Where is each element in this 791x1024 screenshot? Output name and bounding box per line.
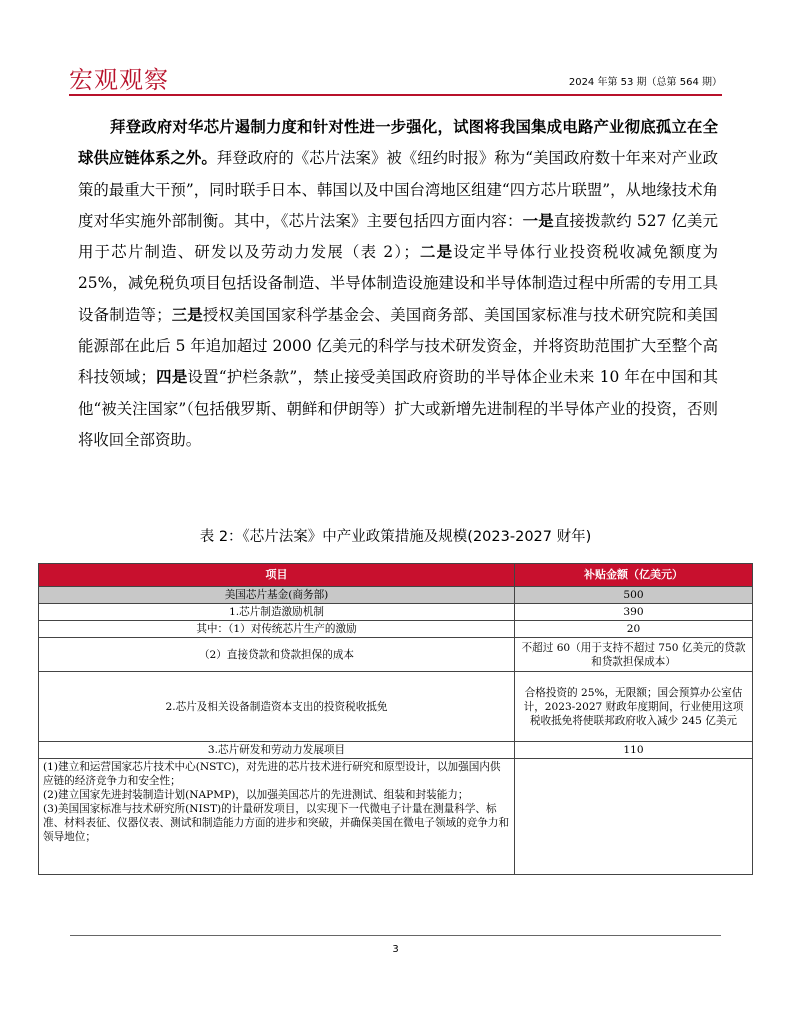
lead-sentence: 拜登政府对华芯片遏制力度和针对性进一步强化，试图将我国集成电路产业彻底孤立在全球供应链体系之外。 bbox=[78, 118, 718, 168]
text-run: 授权美国国家科学基金会、美国商务部、美国国家标准与技术研究院和美国能源部在此后 5 年追加超过 2000 亿美元的科学与技术研发资金，并将资助范围扩大至整个高科技领域； bbox=[78, 305, 718, 387]
amount-cell: 390 bbox=[515, 604, 753, 621]
item-cell: 2.芯片及相关设备制造资本支出的投资税收抵免 bbox=[39, 672, 515, 742]
amount-cell: 20 bbox=[515, 621, 753, 638]
amount-cell: 500 bbox=[515, 587, 753, 604]
item-cell: 3.芯片研发和劳动力发展项目 bbox=[39, 742, 515, 759]
page-header bbox=[69, 66, 722, 98]
text-run: 设置“护栏条款”，禁止接受美国政府资助的半导体企业未来 10 年在中国和其他“被关注国家”（包括俄罗斯、朝鲜和伊朗等）扩大或新增先进制程的半导体产业的投资，否则将收回全部资助。 bbox=[78, 368, 718, 449]
publication-title: 宏观观察 bbox=[69, 66, 169, 94]
amount-cell: 不超过 60（用于支持不超过 750 亿美元的贷款和贷款担保成本） bbox=[515, 638, 753, 672]
point-marker: 一是 bbox=[522, 211, 554, 230]
item-cell: 其中：（1）对传统芯片生产的激励 bbox=[39, 621, 515, 638]
issue-number: 2024 年第 53 期（总第 564 期） bbox=[568, 77, 722, 88]
table-caption: 表 2：《芯片法案》中产业政策措施及规模(2023-2027 财年) bbox=[199, 529, 592, 545]
detail-line: (1)建立和运营国家芯片技术中心(NSTC)，对先进的芯片技术进行研究和原型设计，以加强国内供应链的经济竞争力和安全性； bbox=[43, 761, 501, 787]
point-marker: 三是 bbox=[171, 305, 203, 324]
page-number: 3 bbox=[392, 944, 399, 955]
table-row bbox=[39, 621, 753, 638]
policy-table bbox=[38, 563, 753, 875]
table-header-row bbox=[39, 564, 753, 587]
point-marker: 二是 bbox=[418, 243, 454, 262]
table-row bbox=[39, 638, 753, 672]
table-row bbox=[39, 587, 753, 604]
point-marker: 四是 bbox=[155, 368, 188, 387]
paragraph bbox=[78, 112, 718, 456]
table-row bbox=[39, 759, 753, 875]
detail-cell bbox=[39, 759, 515, 875]
detail-line: (3)美国国家标准与技术研究所(NIST)的计量研发项目，以实现下一代微电子计量在测量科学、标准、材料表征、仪器仪表、测试和制造能力方面的进步和突破，并确保美国在微电子领域的竞争力和领导地位； bbox=[43, 803, 510, 843]
detail-line: (2)建立国家先进封装制造计划(NAPMP)，以加强美国芯片的先进测试、组装和封装能力； bbox=[43, 789, 469, 801]
item-cell: 1.芯片制造激励机制 bbox=[39, 604, 515, 621]
amount-cell: 110 bbox=[515, 742, 753, 759]
text-run: 拜登政府的《芯片法案》被《纽约时报》称为“美国政府数十年来对产业政策的最重大干预”，同时联手日本、韩国以及中国台湾地区组建“四方芯片联盟”，从地缘技术角度对华实施外部制衡。其中，《芯片法案》主要包括四方面内容： bbox=[78, 149, 718, 230]
item-cell: （2）直接贷款和贷款担保的成本 bbox=[39, 638, 515, 672]
table-row bbox=[39, 742, 753, 759]
column-header: 补贴金额（亿美元） bbox=[515, 564, 753, 587]
text-run: 设定半导体行业投资税收减免额度为 25%，减免税负项目包括设备制造、半导体制造设施建设和半导体制造过程中所需的专用工具设备制造等； bbox=[78, 243, 718, 324]
table-row bbox=[39, 604, 753, 621]
item-cell: 美国芯片基金(商务部) bbox=[39, 587, 515, 604]
body-paragraph bbox=[78, 112, 718, 456]
column-header: 项目 bbox=[39, 564, 515, 587]
amount-cell-empty bbox=[515, 759, 753, 875]
header-divider bbox=[69, 94, 722, 96]
text-run: 直接拨款约 527 亿美元用于芯片制造、研发以及劳动力发展（表 2）； bbox=[78, 211, 718, 262]
footer-divider bbox=[70, 935, 721, 936]
amount-cell: 合格投资的 25%，无限额；国会预算办公室估计，2023-2027 财政年度期间，行业使用这项税收抵免将使联邦政府收入减少 245 亿美元 bbox=[515, 672, 753, 742]
table-row bbox=[39, 672, 753, 742]
